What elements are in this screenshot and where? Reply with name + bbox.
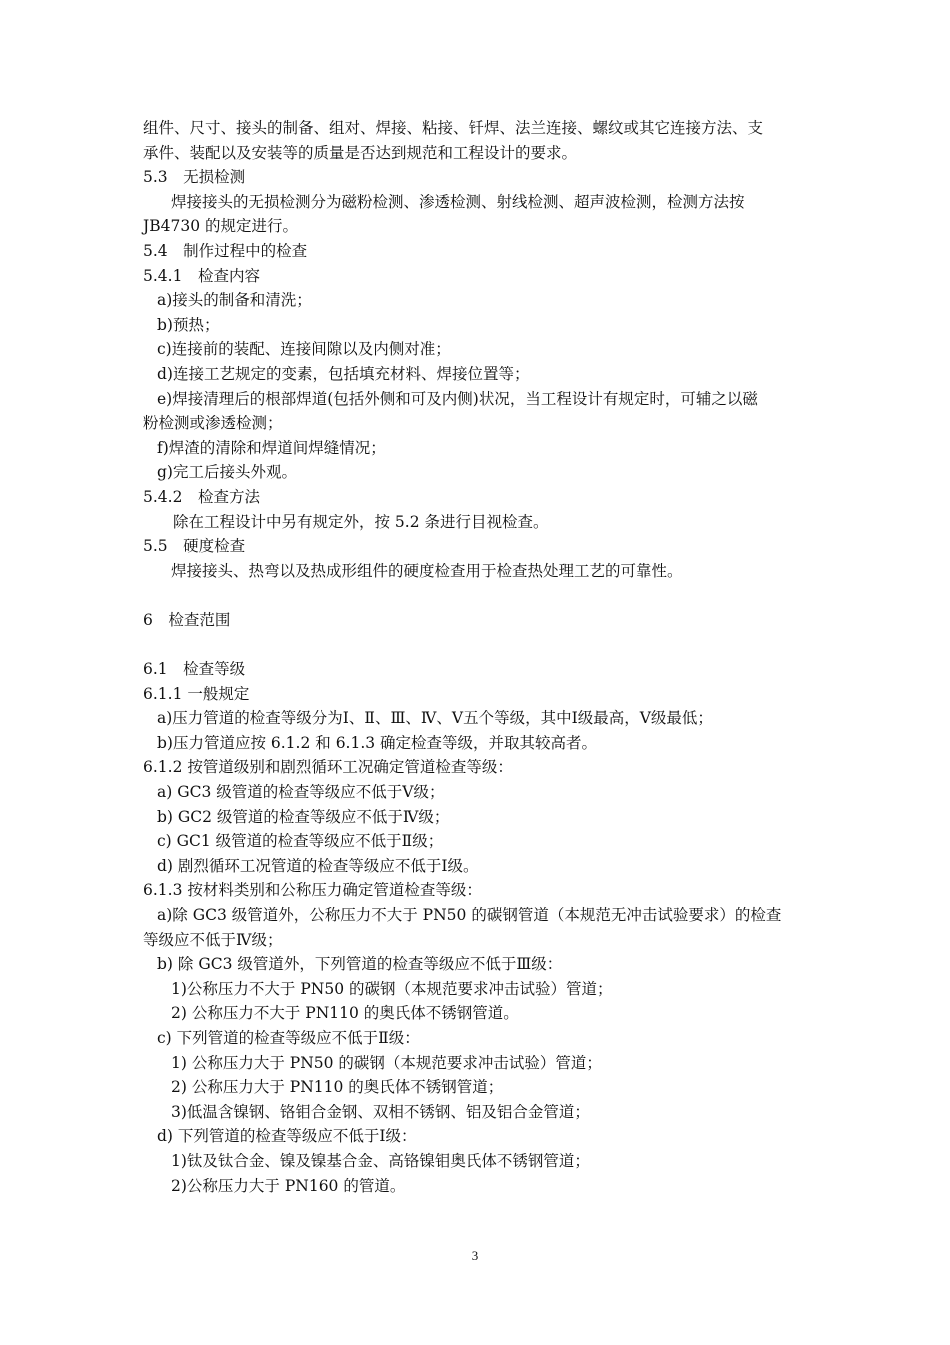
blank-line (143, 632, 813, 657)
list-item: d)连接工艺规定的变素，包括填充材料、焊接位置等； (157, 364, 530, 383)
subsection-heading: 5.4.1 检查内容 (143, 266, 260, 285)
section-heading: 5.3 无损检测 (143, 168, 246, 187)
list-item: a)接头的制备和清洗； (157, 291, 312, 310)
subsection-heading: 6.1.1 一般规定 (143, 684, 250, 703)
list-item-continuation: 等级应不低于Ⅳ级； (143, 930, 283, 949)
list-item: d) 下列管道的检查等级应不低于Ⅰ级： (157, 1127, 417, 1146)
list-item: g)完工后接头外观。 (157, 463, 297, 482)
sub-list-item: 1) 公称压力大于 PN50 的碳钢（本规范要求冲击试验）管道； (171, 1053, 602, 1072)
list-item: d) 剧烈循环工况管道的检查等级应不低于Ⅰ级。 (157, 856, 479, 875)
sub-list-item: 1)公称压力不大于 PN50 的碳钢（本规范要求冲击试验）管道； (171, 979, 613, 998)
list-item: e)焊接清理后的根部焊道(包括外侧和可及内侧)状况，当工程设计有规定时，可辅之以磁 (157, 389, 758, 408)
list-item: c) GC1 级管道的检查等级应不低于Ⅱ级； (157, 832, 444, 851)
sub-list-item: 2) 公称压力不大于 PN110 的奥氏体不锈钢管道。 (171, 1004, 519, 1023)
subsection-heading: 5.4.2 检查方法 (143, 487, 260, 506)
paragraph-line: 组件、尺寸、接头的制备、组对、焊接、粘接、钎焊、法兰连接、螺纹或其它连接方法、支 (143, 119, 764, 137)
subsection-heading: 6.1.2 按管道级别和剧烈循环工况确定管道检查等级： (143, 758, 513, 777)
sub-list-item: 2)公称压力大于 PN160 的管道。 (171, 1176, 406, 1195)
list-item: a) GC3 级管道的检查等级应不低于Ⅴ级； (157, 783, 445, 802)
list-item: b)预热； (157, 315, 220, 334)
blank-line (143, 583, 813, 608)
sub-list-item: 1)钛及钛合金、镍及镍基合金、高铬镍钼奥氏体不锈钢管道； (171, 1151, 590, 1170)
sub-list-item: 3)低温含镍钢、铬钼合金钢、双相不锈钢、铝及铝合金管道； (171, 1102, 590, 1121)
list-item: f)焊渣的清除和焊道间焊缝情况； (157, 438, 386, 457)
section-heading: 6.1 检查等级 (143, 660, 246, 679)
paragraph-line: 焊接接头的无损检测分为磁粉检测、渗透检测、射线检测、超声波检测，检测方法按 (171, 192, 745, 211)
list-item: b) GC2 级管道的检查等级应不低于Ⅳ级； (157, 807, 450, 826)
section-heading: 5.5 硬度检查 (143, 537, 246, 556)
page-body (143, 116, 813, 1198)
subsection-heading: 6.1.3 按材料类别和公称压力确定管道检查等级： (143, 881, 482, 900)
chapter-heading: 6 检查范围 (143, 610, 231, 629)
paragraph-line: 焊接接头、热弯以及热成形组件的硬度检查用于检查热处理工艺的可靠性。 (171, 561, 683, 580)
paragraph-line: JB4730 的规定进行。 (143, 217, 298, 236)
sub-list-item: 2) 公称压力大于 PN110 的奥氏体不锈钢管道； (171, 1078, 504, 1097)
list-item: b) 除 GC3 级管道外，下列管道的检查等级应不低于Ⅲ级： (157, 955, 563, 974)
paragraph-line: 承件、装配以及安装等的质量是否达到规范和工程设计的要求。 (143, 143, 578, 162)
list-item: c)连接前的装配、连接间隙以及内侧对准； (157, 340, 451, 359)
list-item: b)压力管道应按 6.1.2 和 6.1.3 确定检查等级，并取其较高者。 (157, 733, 598, 752)
paragraph-line: 除在工程设计中另有规定外，按 5.2 条进行目视检查。 (173, 512, 549, 531)
list-item: a)压力管道的检查等级分为Ⅰ、Ⅱ、Ⅲ、Ⅳ、Ⅴ五个等级，其中Ⅰ级最高，Ⅴ级最低； (157, 709, 713, 728)
list-item-continuation: 粉检测或渗透检测； (143, 414, 283, 433)
list-item: c) 下列管道的检查等级应不低于Ⅱ级： (157, 1028, 420, 1047)
page-number: 3 (471, 1248, 479, 1263)
list-item: a)除 GC3 级管道外，公称压力不大于 PN50 的碳钢管道（本规范无冲击试验要求）的检查 (157, 906, 782, 924)
section-heading: 5.4 制作过程中的检查 (143, 241, 308, 260)
